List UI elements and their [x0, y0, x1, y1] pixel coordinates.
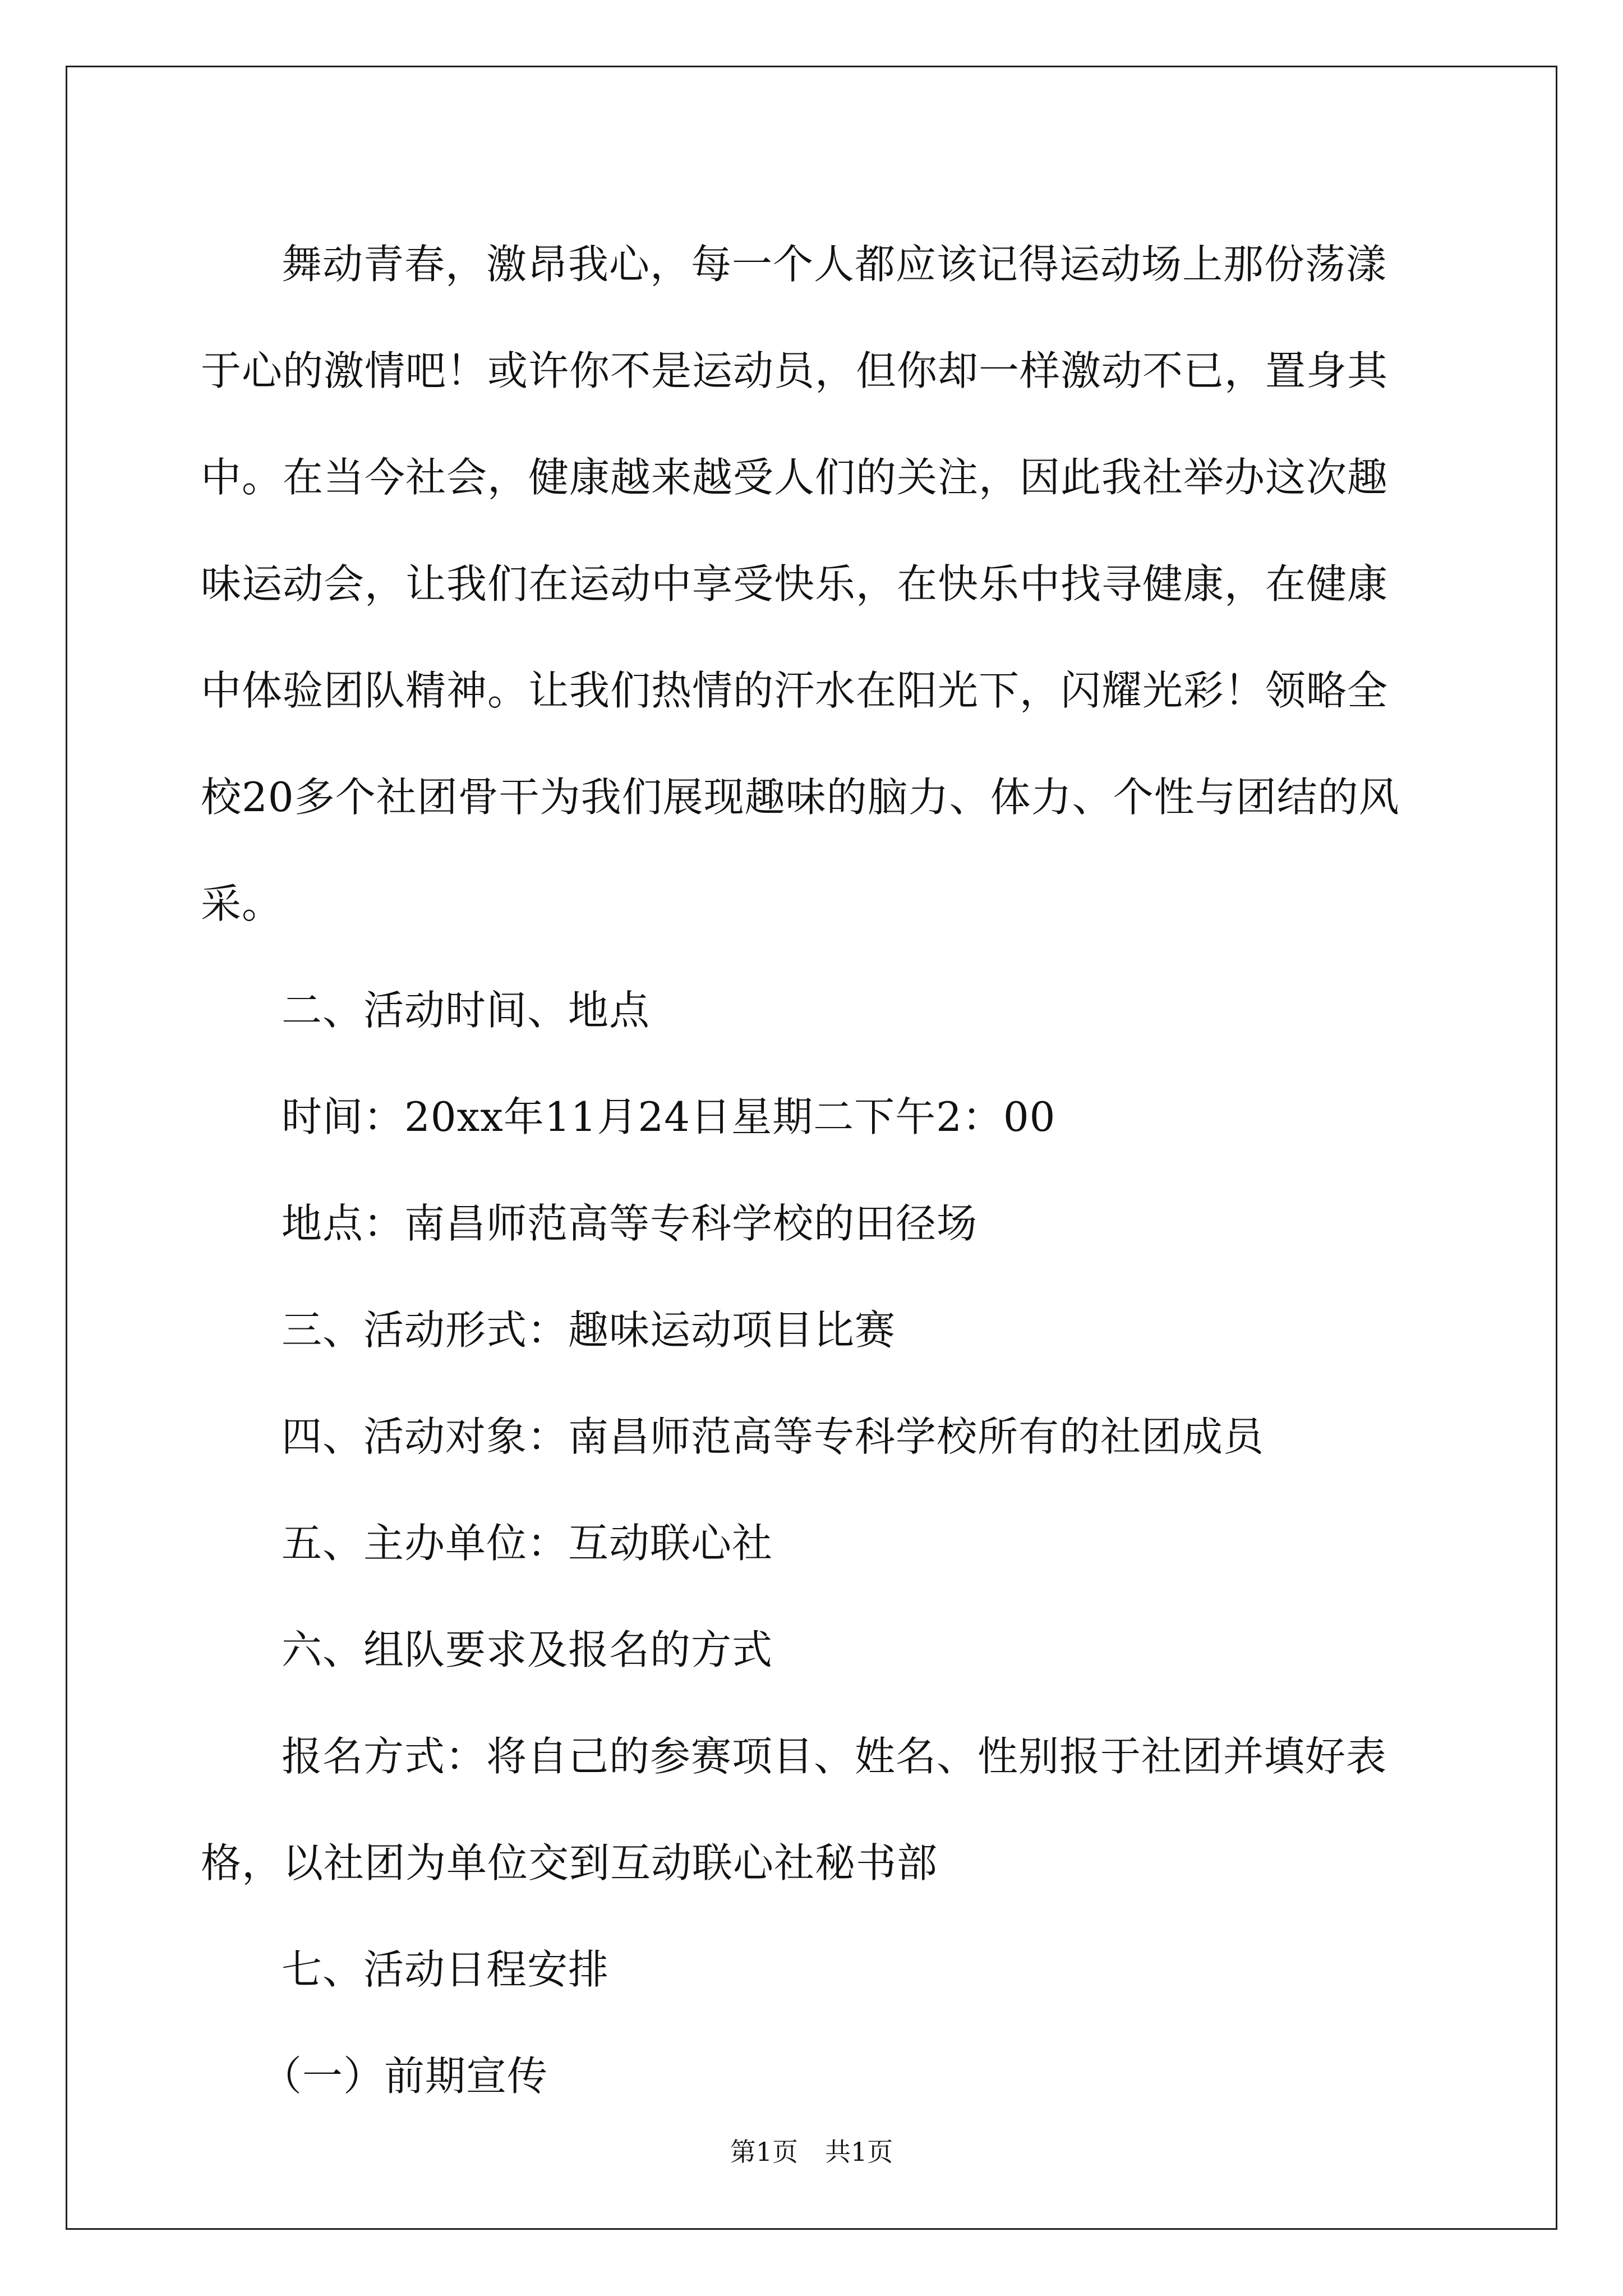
heading-audience: 四、活动对象：南昌师范高等专科学校所有的社团成员 — [282, 1413, 1265, 1460]
heading-schedule: 七、活动日程安排 — [282, 1946, 610, 1993]
paragraph-intro: 舞动青春，激昂我心，每一个人都应该记得运动场上那份荡漾于心的激情吧！或许你不是运动员，但你却一样激动不已，置身其中。在当今社会，健康越来越受人们的关注，因此我社举办这次趣味运动会，让我们在运动中享受快乐，在快乐中找寻健康，在健康中体验团队精神。让我们热情的汗水在阳光下，闪耀光彩！领略全校20多个社团骨干为我们展现趣味的脑力、体力、个性与团结的风采。 — [201, 241, 1400, 927]
heading-registration: 六、组队要求及报名的方式 — [282, 1626, 773, 1673]
page-footer — [0, 2132, 1623, 2169]
paragraph-registration-method: 报名方式：将自己的参赛项目、姓名、性别报于社团并填好表格，以社团为单位交到互动联心社秘书部 — [201, 1733, 1387, 1887]
page-number-current: 第1页 — [730, 2137, 798, 2167]
heading-promotion: （一）前期宣传 — [261, 2053, 548, 2100]
paragraph-place: 地点：南昌师范高等专科学校的田径场 — [282, 1200, 978, 1247]
page-number-total: 共1页 — [825, 2137, 893, 2167]
document-body — [201, 211, 1426, 2129]
heading-form: 三、活动形式：趣味运动项目比赛 — [282, 1306, 896, 1354]
heading-organizer: 五、主办单位：互动联心社 — [282, 1520, 773, 1567]
paragraph-time: 时间：20xx年11月24日星期二下午2：00 — [282, 1093, 1056, 1140]
heading-time-place: 二、活动时间、地点 — [282, 987, 651, 1034]
